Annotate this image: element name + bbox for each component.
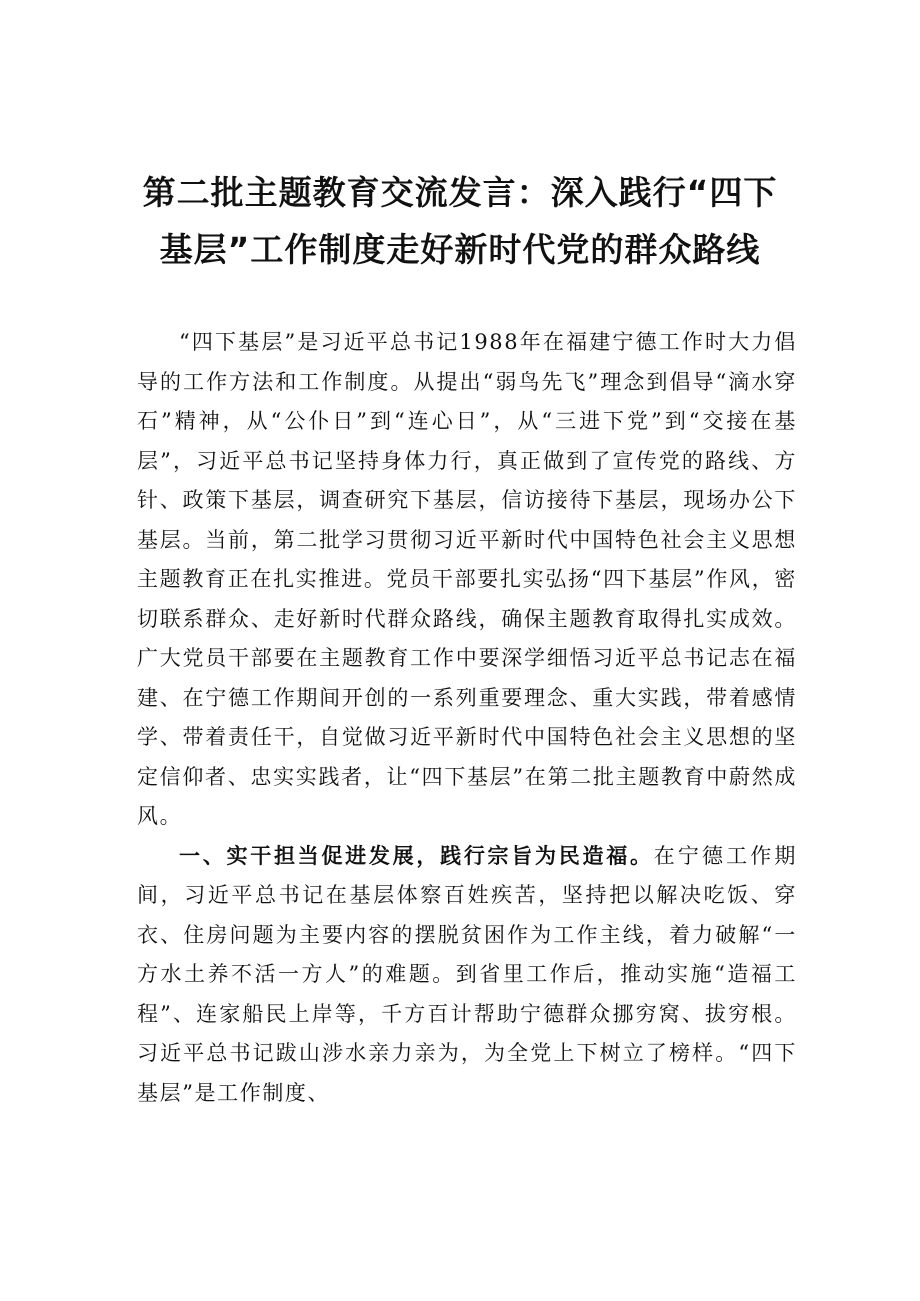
- paragraph-text: “四下基层”是习近平总书记1988年在福建宁德工作时大力倡导的工作方法和工作制度。从提出“弱鸟先飞”理念到倡导“滴水穿石”精神，从“公仆日”到“连心日”，从“三进下党”到“交接在基层”，习近平总书记坚持身体力行，真正做到了宣传党的路线、方针、政策下基层，调查研究下基层，信访接待下基层，现场办公下基层。当前，第二批学习贯彻习近平新时代中国特色社会主义思想主题教育正在扎实推进。党员干部要扎实弘扬“四下基层”作风，密切联系群众、走好新时代群众路线，确保主题教育取得扎实成效。广大党员干部要在主题教育工作中要深学细悟习近平总书记志在福建、在宁德工作期间开创的一系列重要理念、重大实践，带着感情学、带着责任干，自觉做习近平新时代中国特色社会主义思想的坚定信仰者、忠实实践者，让“四下基层”在第二批主题教育中蔚然成风。: [137, 330, 797, 828]
- paragraph-section-1: [137, 837, 797, 1114]
- title-line-1: 第二批主题教育交流发言：深入践行“四下: [142, 173, 778, 213]
- document-body: [137, 323, 797, 1113]
- paragraph-intro: [137, 323, 797, 837]
- section-heading: 一、实干担当促进发展，践行宗旨为民造福。: [179, 843, 654, 868]
- paragraph-text: 在宁德工作期间，习近平总书记在基层体察百姓疾苦，坚持把以解决吃饭、穿衣、住房问题为主要内容的摆脱贫困作为工作主线，着力破解“一方水土养不活一方人”的难题。到省里工作后，推动实施“造福工程”、连家船民上岸等，千方百计帮助宁德群众挪穷窝、拔穷根。习近平总书记跋山涉水亲力亲为，为全党上下树立了榜样。“四下基层”是工作制度、: [137, 843, 797, 1105]
- document-title: [110, 164, 810, 278]
- title-line-2: 基层”工作制度走好新时代党的群众路线: [159, 230, 761, 270]
